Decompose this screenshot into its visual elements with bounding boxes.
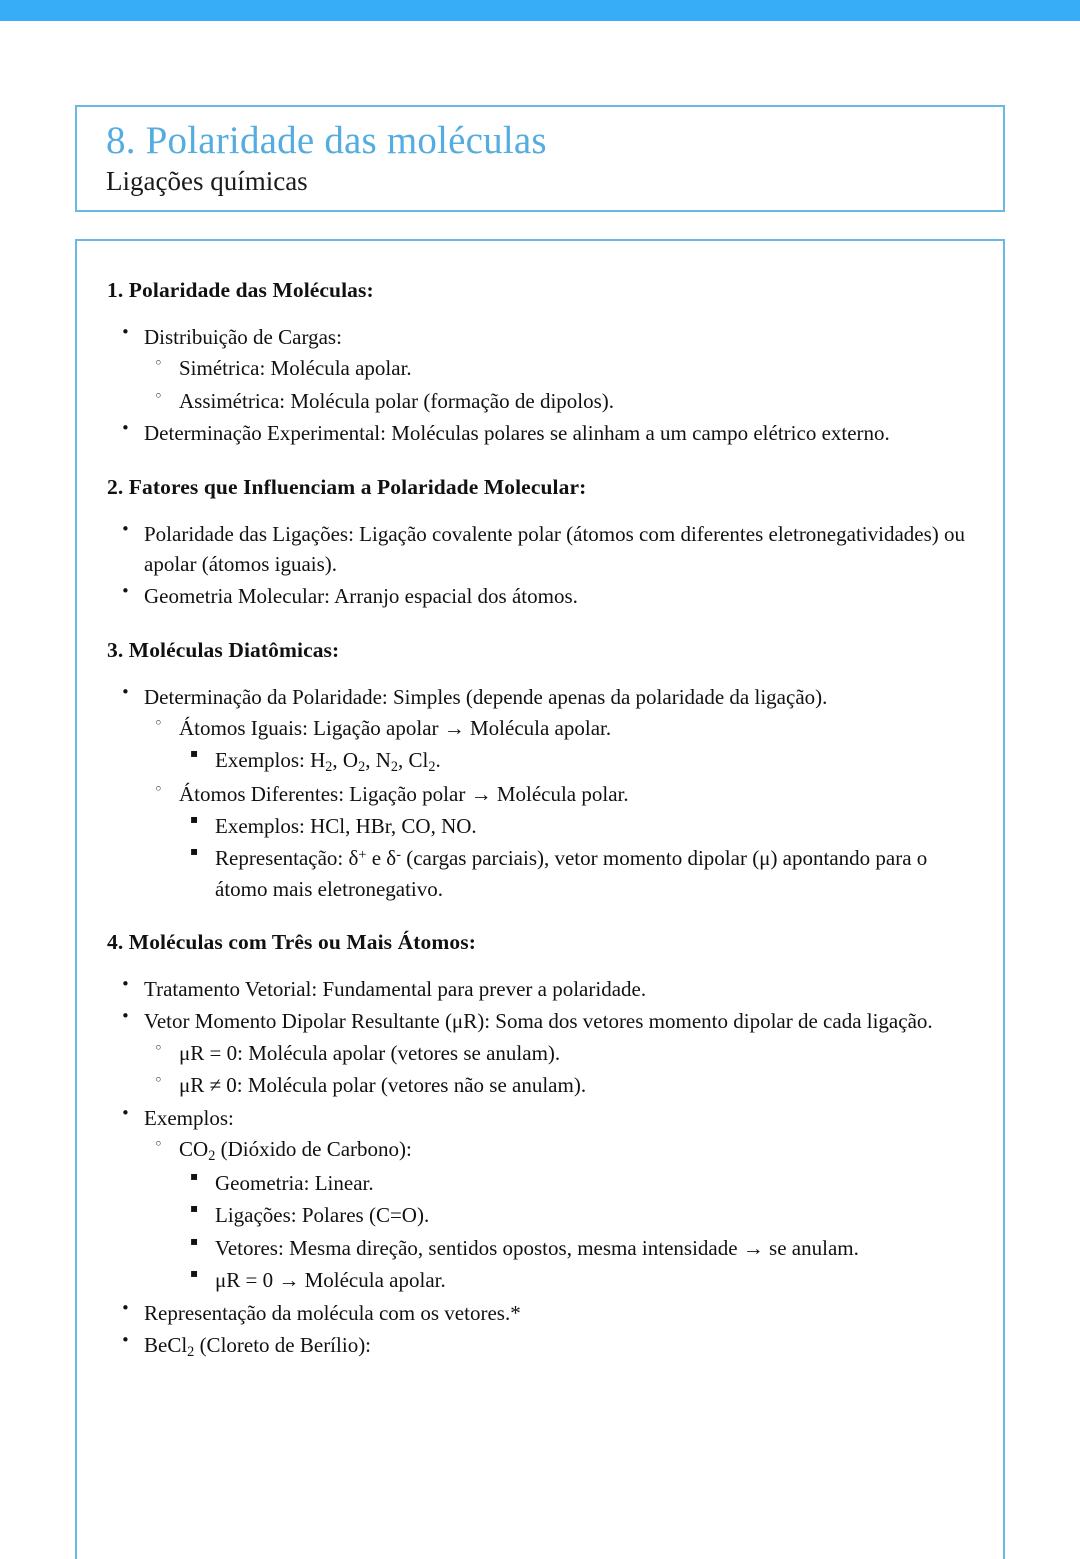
list-item-label: Representação: δ+ e δ- (cargas parciais), vetor momento dipolar (μ) apontando para o átomo mais eletronegativo. [215,846,928,901]
page-subtitle: Ligações químicas [106,165,308,196]
list-item-label: Exemplos: [144,1105,234,1130]
list-item-label: μR = 0 → Molécula apolar. [215,1268,446,1293]
top-accent-bar [0,0,1080,21]
square-bullet-icon: ▪ [190,745,199,760]
section-polaridade-das-moleculas [107,277,977,449]
bullet-list [179,1168,977,1296]
list-item-label: Representação da molécula com os vetores.* [144,1300,521,1325]
list-item-label: Assimétrica: Molécula polar (formação de dipolos). [179,388,615,413]
disc-bullet-icon: • [121,974,130,993]
list-item [107,1330,977,1363]
list-item [179,843,977,904]
list-item-label: BeCl$_2$ (Cloreto de Berílio): [144,1332,372,1360]
list-item-label: Geometria: Linear. [215,1170,374,1195]
list-item-label: $CO_2$ (Dióxido de Carbono): [179,1137,412,1165]
circle-bullet-icon: ◦ [154,780,163,799]
circle-bullet-icon: ◦ [154,714,163,733]
bullet-list [107,974,977,1363]
list-item [179,1233,977,1263]
list-item-label: Determinação da Polaridade: Simples (depende apenas da polaridade da ligação). [144,684,828,709]
list-item-label: μR ≠ 0: Molécula polar (vetores não se anulam). [179,1073,587,1098]
square-bullet-icon: ▪ [190,844,199,859]
list-item [107,974,977,1004]
square-bullet-icon: ▪ [190,1266,199,1281]
title-card [75,105,1005,212]
square-bullet-icon: ▪ [190,1168,199,1183]
circle-bullet-icon: ◦ [154,1135,163,1154]
disc-bullet-icon: • [121,322,130,341]
list-item [179,745,977,778]
bullet-list [144,713,977,904]
list-item-label: Distribuição de Cargas: [144,324,342,349]
list-item-label: Tratamento Vetorial: Fundamental para prever a polaridade. [144,976,647,1001]
list-item-label: Geometria Molecular: Arranjo espacial dos átomos. [144,584,578,609]
list-item-label: Simétrica: Molécula apolar. [179,356,412,381]
bullet-list [144,1134,977,1295]
list-item [179,1265,977,1295]
disc-bullet-icon: • [121,582,130,601]
list-item-label: Determinação Experimental: Moléculas polares se alinham a um campo elétrico externo. [144,421,890,446]
square-bullet-icon: ▪ [190,811,199,826]
list-item [144,353,977,383]
bullet-list [107,519,977,612]
list-item [107,519,977,580]
bullet-list [144,353,977,416]
list-item [179,1168,977,1198]
circle-bullet-icon: ◦ [154,386,163,405]
list-item-label: Vetor Momento Dipolar Resultante (μR): Soma dos vetores momento dipolar de cada ligação. [144,1009,933,1034]
list-item-label: Átomos Iguais: Ligação apolar → Molécula apolar. [179,716,612,741]
list-item-label: Polaridade das Ligações: Ligação covalente polar (átomos com diferentes eletronegatividades) ou apolar (átomos iguais). [144,521,966,576]
disc-bullet-icon: • [121,1007,130,1026]
section-moleculas-diatomicas [107,637,977,904]
list-item-label: Átomos Diferentes: Ligação polar → Molécula polar. [179,782,629,807]
list-item [144,1134,977,1295]
circle-bullet-icon: ◦ [154,1071,163,1090]
list-item-label: Exemplos: $H_2$, $O_2$, $N_2$, $Cl_2$. [215,747,441,775]
page-title: 8. Polaridade das moléculas [106,119,547,162]
list-item-label: Ligações: Polares (C=O). [215,1203,430,1228]
list-item [107,1103,977,1296]
square-bullet-icon: ▪ [190,1233,199,1248]
list-item [179,1200,977,1230]
list-item-label: Exemplos: HCl, HBr, CO, NO. [215,813,477,838]
bullet-list [144,1038,977,1101]
section-heading: 2. Fatores que Influenciam a Polaridade Molecular: [107,474,587,499]
disc-bullet-icon: • [121,1330,130,1349]
list-item [144,386,977,416]
list-item [107,1298,977,1328]
section-heading: 3. Moléculas Diatômicas: [107,637,340,662]
disc-bullet-icon: • [121,419,130,438]
list-item [144,1070,977,1100]
circle-bullet-icon: ◦ [154,1038,163,1057]
content-card [75,239,1005,1559]
bullet-list [107,682,977,904]
section-heading: 4. Moléculas com Três ou Mais Átomos: [107,930,476,954]
bullet-list [179,811,977,904]
section-moleculas-tres-ou-mais-atomos [107,929,977,1363]
list-item [144,1038,977,1068]
circle-bullet-icon: ◦ [154,354,163,373]
list-item-label: μR = 0: Molécula apolar (vetores se anulam). [179,1040,561,1065]
list-item [107,322,977,416]
list-item-label: Vetores: Mesma direção, sentidos opostos, mesma intensidade → se anulam. [215,1235,859,1260]
bullet-list [179,745,977,778]
list-item [107,1006,977,1100]
disc-bullet-icon: • [121,682,130,701]
list-item [179,811,977,841]
bullet-list [107,322,977,449]
section-heading: 1. Polaridade das Moléculas: [107,278,374,302]
list-item [144,779,977,904]
list-item [107,682,977,904]
square-bullet-icon: ▪ [190,1201,199,1216]
list-item [107,418,977,448]
disc-bullet-icon: • [121,519,130,538]
list-item [144,713,977,777]
section-fatores-polaridade [107,474,977,612]
disc-bullet-icon: • [121,1103,130,1122]
list-item [107,581,977,611]
disc-bullet-icon: • [121,1298,130,1317]
